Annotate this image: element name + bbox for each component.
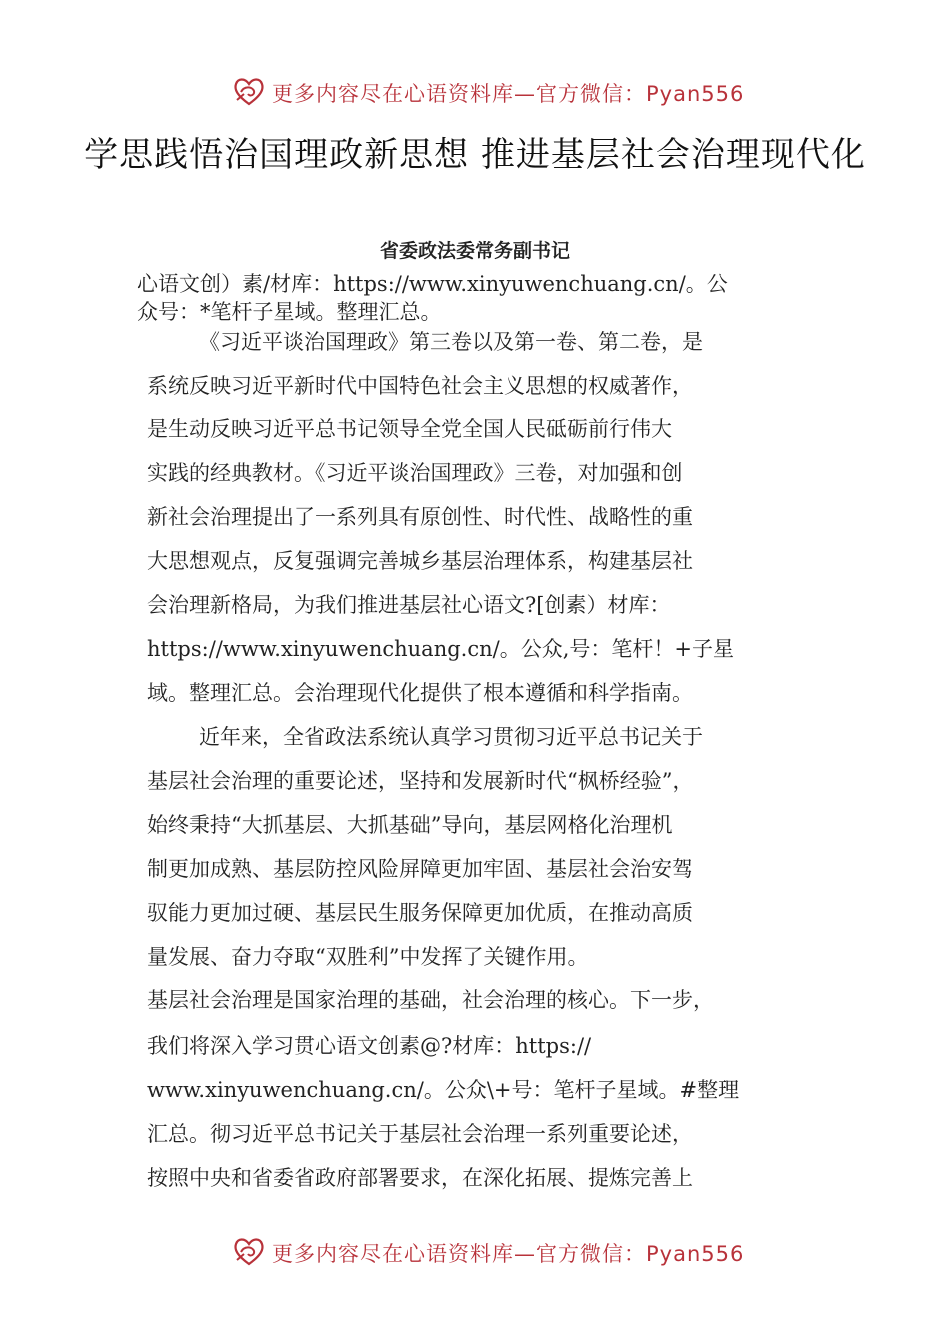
body-line: 《习近平谈治国理政》第三卷以及第一卷、第二卷，是: [199, 330, 703, 354]
banner-text: 更多内容尽在心语资料库—官方微信：Pyan556: [272, 82, 745, 106]
body-line: 我们将深入学习贯心语文创素@?材库：https://: [147, 1034, 592, 1058]
body-line: 始终秉持“大抓基层、大抓基础”导向，基层网格化治理机: [147, 813, 673, 837]
document-title: 学思践悟治国理政新思想 推进基层社会治理现代化: [84, 135, 866, 175]
body-line: 系统反映习近平新时代中国特色社会主义思想的权威著作，: [147, 374, 693, 398]
body-line: 量发展、奋力夺取“双胜利”中发挥了关键作用。: [147, 945, 589, 969]
body-line: 大思想观点，反复强调完善城乡基层治理体系，构建基层社: [147, 549, 693, 573]
body-line: 心语文创）素/材库：https://www.xinyuwenchuang.cn/。公: [137, 272, 728, 296]
logo-icon: [232, 74, 266, 108]
body-line: https://www.xinyuwenchuang.cn/。公众,号：笔杆！+子星: [147, 637, 734, 661]
banner-text: 更多内容尽在心语资料库—官方微信：Pyan556: [272, 1242, 745, 1266]
header-banner: [0, 72, 950, 112]
body-line: 驭能力更加过硬、基层民生服务保障更加优质，在推动高质: [147, 901, 693, 925]
body-line: 众号：*笔杆子星域。整理汇总。: [137, 300, 442, 324]
body-line: 基层社会治理是国家治理的基础，社会治理的核心。下一步，: [147, 988, 714, 1012]
body-line: 域。整理汇总。会治理现代化提供了根本遵循和科学指南。: [147, 681, 693, 705]
body-line: 实践的经典教材。《习近平谈治国理政》三卷，对加强和创: [147, 461, 683, 485]
body-line: 制更加成熟、基层防控风险屏障更加牢固、基层社会治安驾: [147, 857, 693, 881]
logo-icon: [232, 1234, 266, 1268]
body-line: 基层社会治理的重要论述，坚持和发展新时代“枫桥经验”，: [147, 769, 694, 793]
body-line: 近年来，全省政法系统认真学习贯彻习近平总书记关于: [199, 725, 703, 749]
footer-banner: [0, 1232, 950, 1272]
body-line: 是生动反映习近平总书记领导全党全国人民砥砺前行伟大: [147, 417, 672, 441]
body-line: 按照中央和省委省政府部署要求，在深化拓展、提炼完善上: [147, 1166, 693, 1190]
body-line: www.xinyuwenchuang.cn/。公众\+号：笔杆子星域。#整理: [147, 1078, 740, 1102]
body-line: 会治理新格局，为我们推进基层社心语文?[创素）材库：: [147, 593, 671, 617]
body-line: 汇总。彻习近平总书记关于基层社会治理一系列重要论述，: [147, 1122, 693, 1146]
body-line: 新社会治理提出了一系列具有原创性、时代性、战略性的重: [147, 505, 693, 529]
document-author: 省委政法委常务副书记: [379, 240, 570, 262]
